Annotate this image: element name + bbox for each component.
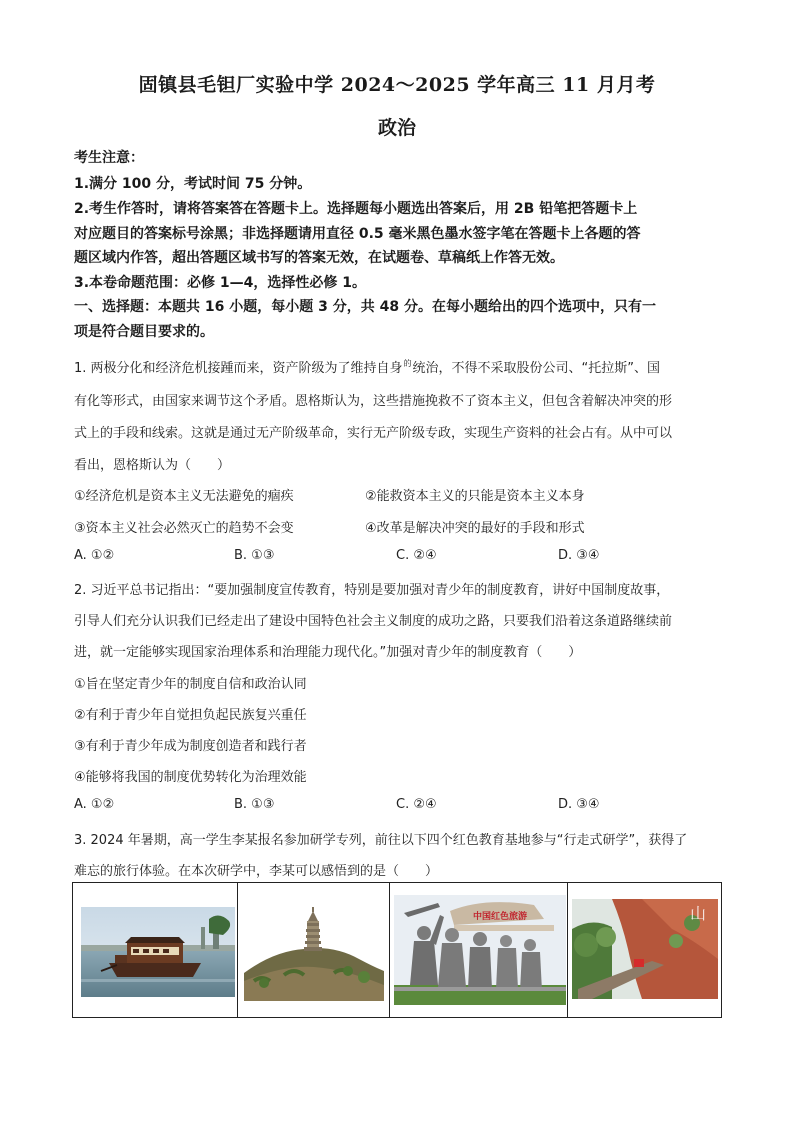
q1-text-b: 统治，不得不采取股份公司、“托拉斯”、国 [412,361,661,376]
statue-sign-text: 中国红色旅游 [472,912,528,922]
q1-stem-line-4: 看出，恩格斯认为（ ） [74,458,231,473]
photo-red-army-statues [390,883,568,1017]
q3-stem-line-2: 难忘的旅行体验。在本次研学中，李某可以感悟到的是（ ） [74,864,439,879]
notice-item-2-cont2: 题区域内作答，超出答题区域书写的答案无效，在试题卷、草稿纸上作答无效。 [74,250,564,266]
q2-statement-3: ③有利于青少年成为制度创造者和践行者 [74,739,307,754]
q1-stem-line-2: 有化等形式，由国家来调节这个矛盾。恩格斯认为，这些措施挽救不了资本主义，但包含着解决冲突的形 [74,394,673,409]
q1-option-c: C. ②④ [396,548,437,563]
q3-stem-line-1: 3. 2024 年暑期，高一学生李某报名参加研学专列，前往以下四个红色教育基地参与“行走式研学”，获得了 [74,833,688,848]
q1-option-a: A. ①② [74,548,115,563]
q1-option-b: B. ①③ [234,548,275,563]
photo-pagoda-hill [238,883,390,1017]
q2-statement-2: ②有利于青少年自觉担负起民族复兴重任 [74,708,307,723]
notice-item-1: 1.满分 100 分，考试时间 75 分钟。 [74,176,312,192]
cliff-path-illustration [572,899,718,999]
q2-stem-line-1: 2. 习近平总书记指出：“要加强制度宣传教育，特别是要加强对青少年的制度教育，讲好中国制度故事， [74,583,670,598]
q2-stem-line-3: 进，就一定能够实现国家治理体系和治理能力现代化。”加强对青少年的制度教育（ ） [74,645,582,660]
exam-subject: 政治 [377,117,416,139]
q2-statement-4: ④能够将我国的制度优势转化为治理效能 [74,770,307,785]
q1-option-d: D. ③④ [558,548,600,563]
q2-option-d: D. ③④ [558,797,600,812]
red-boat-illustration [81,907,235,997]
q1-statement-4: ④改革是解决冲突的最好的手段和形式 [365,521,585,536]
notice-item-2: 2.考生作答时，请将答案答在答题卡上。选择题每小题选出答案后，用 2B 铅笔把答题卡上 [74,201,638,217]
q1-text-sup: 的 [403,359,412,368]
statue-monument-illustration [394,895,566,1005]
photo-red-boat [73,883,238,1017]
notice-heading: 考生注意： [74,150,144,166]
notice-item-2-cont: 对应题目的答案标号涂黑；非选择题请用直径 0.5 毫米黑色墨水签字笔在答题卡上各题的答 [74,226,641,242]
notice-item-3: 3.本卷命题范围：必修 1—4，选择性必修 1。 [74,275,367,291]
pagoda-hill-illustration [244,901,384,1001]
q1-stem-line-3: 式上的手段和线索。这就是通过无产阶级革命，实行无产阶级专政，实现生产资料的社会占有。从中可以 [74,426,673,441]
q1-statement-2: ②能救资本主义的只能是资本主义本身 [365,489,585,504]
photo-cliff-path [568,883,721,1017]
q2-statement-1: ①旨在坚定青少年的制度自信和政治认同 [74,677,307,692]
q1-text-a: 1. 两极分化和经济危机接踵而来，资产阶级为了维持自身 [74,361,403,376]
q3-photo-table [72,882,722,1018]
q1-statement-3: ③资本主义社会必然灭亡的趋势不会变 [74,521,294,536]
section-instruction-2: 项是符合题目要求的。 [74,324,214,340]
q1-stem-line-1 [74,357,660,376]
q1-statement-1: ①经济危机是资本主义无法避免的痼疾 [74,489,294,504]
section-instruction-1: 一、选择题：本题共 16 小题，每小题 3 分，共 48 分。在每小题给出的四个选项中，只有一 [74,299,656,315]
q2-option-c: C. ②④ [396,797,437,812]
exam-title: 固镇县毛钽厂实验中学 2024～2025 学年高三 11 月月考 [138,74,656,96]
q2-stem-line-2: 引导人们充分认识我们已经走出了建设中国特色社会主义制度的成功之路，只要我们沿着这条道路继续前 [74,614,673,629]
svg-text:山: 山 [690,904,707,923]
q2-option-b: B. ①③ [234,797,275,812]
q2-option-a: A. ①② [74,797,115,812]
